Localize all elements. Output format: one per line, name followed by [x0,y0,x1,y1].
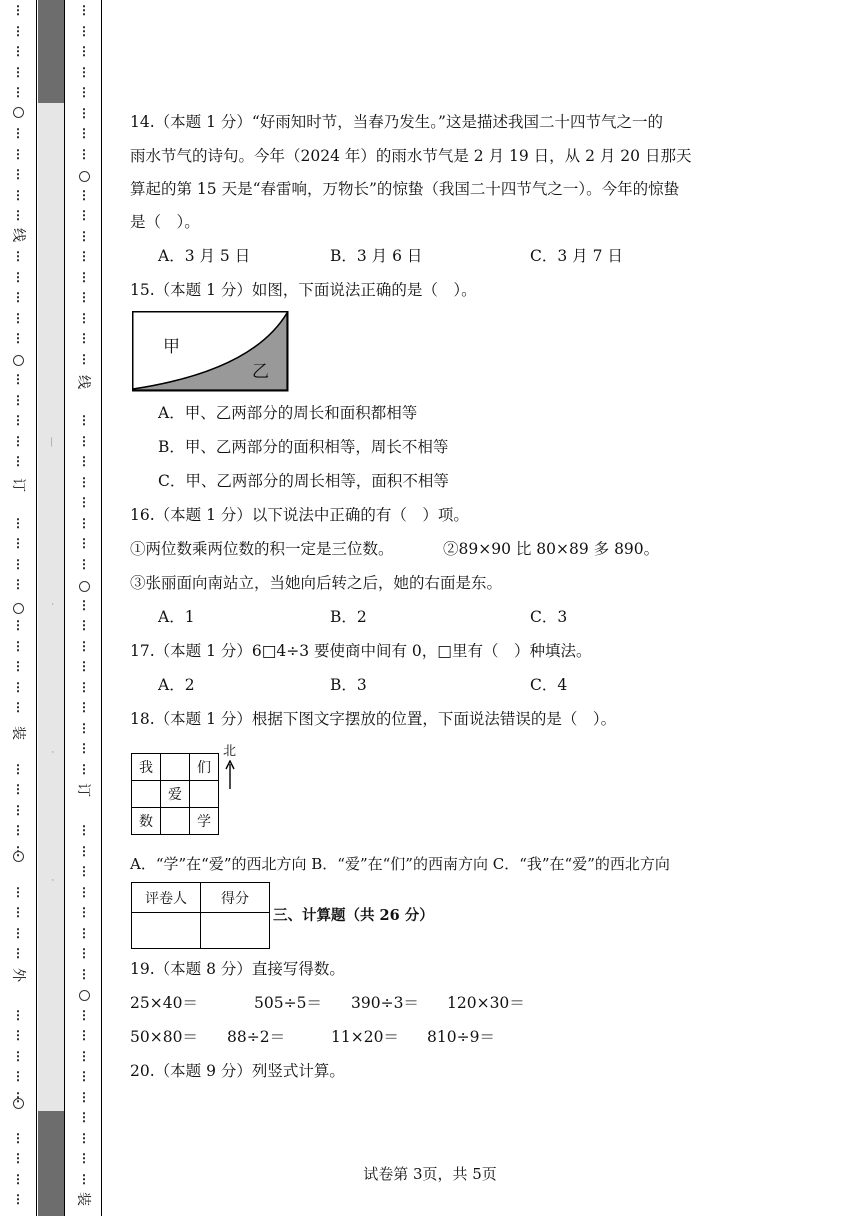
binding-dots: ⋮ [12,23,24,38]
binding-dots: ⋮ [78,1130,90,1145]
margin-label-xian: 线 [10,228,26,242]
binding-dots: ⋮ [78,208,90,222]
q20-stem: 20.（本题 9 分）列竖式计算。 [130,1062,345,1080]
q17-stem: 17.（本题 1 分）6□4÷3 要使商中间有 0，□里有（ ）种填法。 [130,642,592,660]
binding-dots: ⋮ [12,3,24,17]
binding-dots: ⋮ [78,269,90,284]
binding-dots: ⋮ [12,331,24,345]
binding-dots: ⋮ [78,433,90,448]
margin-rule [101,0,102,1216]
binding-dots: ⋮ [78,64,90,79]
binding-dots: ⋮ [78,966,90,981]
binding-dots: ⋮ [78,638,90,653]
q18-cell: 学 [190,808,219,835]
binding-dots: ⋮ [78,597,90,612]
binding-dots: ⋮ [12,1171,24,1186]
binding-dots: ⋮ [78,495,90,509]
binding-dots: ⋮ [12,925,24,940]
binding-hole-icon [13,603,24,614]
gray-mark: · [46,750,57,754]
margin-label-wai: 外 [10,968,26,982]
q17-option-c: C．4 [530,676,568,694]
binding-dots: ⋮ [78,1151,90,1165]
binding-hole-icon [13,355,24,366]
binding-dots: ⋮ [78,1110,90,1124]
binding-hole-icon [13,107,24,118]
binding-dots: ⋮ [78,413,90,427]
binding-dots: ⋮ [12,1007,24,1022]
q16-statement-2: ②89×90 比 80×89 多 890。 [443,540,660,558]
binding-dots: ⋮ [12,843,24,858]
binding-dots: ⋮ [12,146,24,161]
binding-dots: ⋮ [78,474,90,489]
binding-dots: ⋮ [78,679,90,694]
margin-rule [64,0,65,1216]
gray-mark: — [46,437,57,447]
binding-dots: ⋮ [12,1048,24,1063]
binding-dots: ⋮ [12,536,24,550]
binding-dots: ⋮ [12,946,24,960]
binding-dots: ⋮ [78,536,90,550]
binding-dots: ⋮ [78,905,90,919]
q16-option-b: B．2 [330,608,367,626]
binding-dots: ⋮ [12,310,24,325]
q19-item: 390÷3＝ [351,994,419,1012]
q14-option-a: A．3 月 5 日 [158,247,251,265]
q18-cell [161,808,190,835]
q18-north-label: 北 [223,744,237,759]
binding-dots: ⋮ [12,126,24,140]
binding-dots: ⋮ [12,700,24,714]
q19-item: 120×30＝ [447,994,525,1012]
binding-dots: ⋮ [12,638,24,653]
binding-dots: ⋮ [78,720,90,735]
q15-option-b: B．甲、乙两部分的面积相等，周长不相等 [158,438,449,456]
binding-dots: ⋮ [12,515,24,530]
binding-dots: ⋮ [78,700,90,714]
binding-dots: ⋮ [78,1089,90,1104]
binding-dots: ⋮ [12,659,24,673]
q15-label-jia: 甲 [163,337,180,357]
q18-cell: 们 [190,754,219,781]
q16-option-a: A．1 [158,608,195,626]
binding-dots: ⋮ [12,167,24,181]
binding-dots: ⋮ [78,249,90,263]
binding-dots: ⋮ [78,864,90,878]
q17-option-b: B．3 [330,676,367,694]
binding-margin [0,0,102,1216]
binding-dots: ⋮ [12,1130,24,1145]
binding-hole-icon [13,851,24,862]
binding-dots: ⋮ [78,741,90,755]
section-3-heading: 三、计算题（共 26 分） [273,907,434,924]
binding-dots: ⋮ [78,946,90,960]
binding-dots: ⋮ [78,823,90,837]
q14-option-b: B．3 月 6 日 [330,247,423,265]
binding-dots: ⋮ [12,433,24,448]
binding-dots: ⋮ [12,782,24,796]
score-header-score: 得分 [201,883,270,913]
binding-dots: ⋮ [12,1151,24,1165]
q16-statement-1: ①两位数乘两位数的积一定是三位数。 [130,540,394,558]
q16-statement-3: ③张丽面向南站立，当她向后转之后，她的右面是东。 [130,574,503,592]
binding-dots: ⋮ [12,290,24,304]
binding-dots: ⋮ [12,44,24,58]
binding-dots: ⋮ [78,310,90,325]
q18-cell [161,754,190,781]
binding-dots: ⋮ [78,884,90,899]
binding-hole-icon [13,1098,24,1109]
gray-mark: · [46,878,57,882]
binding-dots: ⋮ [78,351,90,366]
binding-dots: ⋮ [12,249,24,263]
gray-mark: · [46,602,57,606]
binding-dots: ⋮ [78,843,90,858]
binding-dots: ⋮ [12,1089,24,1104]
binding-dots: ⋮ [78,228,90,243]
q19-item: 810÷9＝ [427,1028,495,1046]
binding-dots: ⋮ [12,556,24,571]
binding-hole-icon [79,171,90,182]
q18-cell: 我 [132,754,161,781]
score-header-grader: 评卷人 [132,883,201,913]
binding-dots: ⋮ [12,85,24,99]
binding-hole-icon [79,990,90,1001]
binding-dots: ⋮ [78,290,90,304]
q16-option-c: C．3 [530,608,568,626]
margin-label-ding: 订 [10,478,26,492]
binding-dots: ⋮ [12,618,24,632]
binding-dots: ⋮ [78,146,90,161]
binding-dots: ⋮ [78,1028,90,1042]
q18-cell [190,781,219,808]
binding-dots: ⋮ [12,1192,24,1206]
q18-cell: 爱 [161,781,190,808]
binding-dots: ⋮ [12,187,24,202]
binding-dots: ⋮ [78,454,90,468]
binding-dots: ⋮ [12,577,24,591]
binding-dots: ⋮ [12,823,24,837]
q15-label-yi: 乙 [252,362,269,382]
binding-dots: ⋮ [78,1069,90,1083]
q19-item: 88÷2＝ [227,1028,286,1046]
margin-rule [36,0,37,1216]
binding-dots: ⋮ [12,454,24,468]
q19-stem: 19.（本题 8 分）直接写得数。 [130,960,345,978]
q19-item: 11×20＝ [331,1028,399,1046]
binding-dots: ⋮ [12,1069,24,1083]
inner-label-xian: 线 [75,375,91,389]
q17-option-a: A．2 [158,676,195,694]
binding-dots: ⋮ [78,187,90,202]
binding-dots: ⋮ [78,515,90,530]
inner-label-ding: 订 [75,783,91,797]
binding-dots: ⋮ [78,105,90,120]
binding-dots: ⋮ [78,1048,90,1063]
q15-stem: 15.（本题 1 分）如图，下面说法正确的是（ ）。 [130,281,477,299]
binding-dots: ⋮ [12,208,24,222]
binding-dots: ⋮ [78,23,90,38]
binding-dots: ⋮ [78,126,90,140]
q18-grid [131,753,219,835]
binding-dots: ⋮ [78,331,90,345]
binding-dots: ⋮ [12,64,24,79]
binding-dots: ⋮ [78,85,90,99]
binding-dots: ⋮ [12,372,24,386]
page-footer: 试卷第 3页，共 5页 [363,1165,497,1183]
inner-label-zhuang: 装 [75,1192,91,1206]
gray-column-top-block [38,0,64,103]
binding-dots: ⋮ [78,925,90,940]
binding-dots: ⋮ [78,1007,90,1022]
q14-line4: 是（ ）。 [130,213,200,231]
binding-dots: ⋮ [12,884,24,899]
score-table [131,882,270,949]
q18-cell [132,781,161,808]
q19-item: 25×40＝ [130,994,198,1012]
q15-option-c: C．甲、乙两部分的周长相等，面积不相等 [158,472,449,490]
binding-dots: ⋮ [78,659,90,673]
q14-option-c: C．3 月 7 日 [530,247,623,265]
q18-cell: 数 [132,808,161,835]
q14-line2: 雨水节气的诗句。今年（2024 年）的雨水节气是 2 月 19 日，从 2 月 20 日那天 [130,147,692,165]
q18-stem: 18.（本题 1 分）根据下图文字摆放的位置，下面说法错误的是（ ）。 [130,710,617,728]
binding-dots: ⋮ [78,618,90,632]
binding-dots: ⋮ [12,761,24,776]
binding-dots: ⋮ [12,269,24,284]
margin-label-zhuang: 装 [10,726,26,740]
q19-item: 50×80＝ [130,1028,198,1046]
binding-dots: ⋮ [12,413,24,427]
binding-dots: ⋮ [78,44,90,58]
score-cell-grader[interactable] [132,913,201,949]
binding-dots: ⋮ [12,392,24,407]
binding-hole-icon [79,581,90,592]
q14-line3: 算起的第 15 天是“春雷响，万物长”的惊蛰（我国二十四节气之一）。今年的惊蛰 [130,180,680,198]
q14-line1: 14.（本题 1 分）“好雨知时节，当春乃发生。”这是描述我国二十四节气之一的 [130,113,663,131]
binding-dots: ⋮ [12,802,24,817]
binding-dots: ⋮ [12,1028,24,1042]
binding-dots: ⋮ [78,3,90,17]
q19-item: 505÷5＝ [254,994,322,1012]
q15-option-a: A．甲、乙两部分的周长和面积都相等 [158,404,418,422]
q16-stem: 16.（本题 1 分）以下说法中正确的有（ ）项。 [130,506,469,524]
binding-dots: ⋮ [12,905,24,919]
north-arrow-icon [223,760,237,790]
q18-options: A．“学”在“爱”的西北方向 B．“爱”在“们”的西南方向 C．“我”在“爱”的西北方向 [130,855,670,873]
binding-dots: ⋮ [78,1171,90,1186]
binding-dots: ⋮ [78,761,90,776]
binding-dots: ⋮ [78,556,90,571]
score-cell-score[interactable] [201,913,270,949]
binding-dots: ⋮ [12,679,24,694]
